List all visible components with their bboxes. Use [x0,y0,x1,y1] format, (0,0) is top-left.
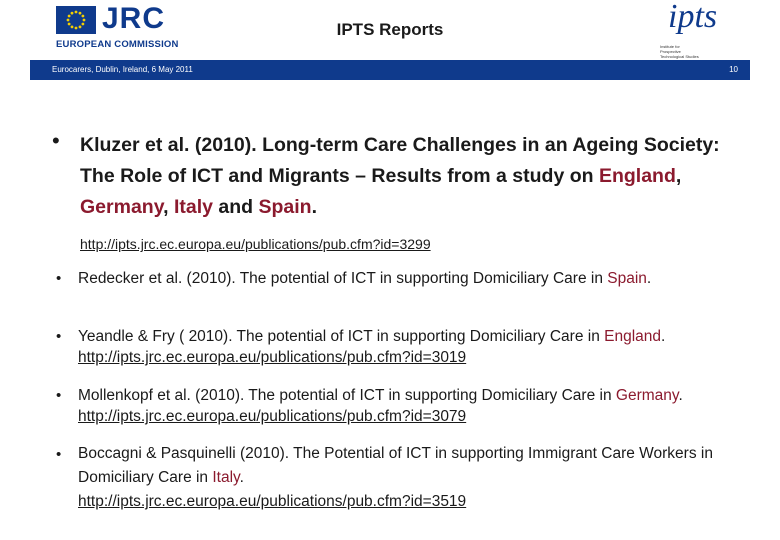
punctuation: . [239,469,244,486]
bullet-icon: • [56,270,62,287]
main-reference-text [80,130,740,223]
country-name: Germany [615,387,679,404]
period: . [311,196,318,218]
punctuation: . [678,387,683,404]
citation: Redecker et al. (2010). The potential of ICT in supporting Domiciliary Care in [78,270,608,287]
country-name: Italy [212,469,240,486]
reference-link[interactable]: http://ipts.jrc.ec.europa.eu/publications/pub.cfm?id=3019 [78,349,467,366]
main-reference-link[interactable]: http://ipts.jrc.ec.europa.eu/publications/pub.cfm?id=3299 [80,236,431,252]
sub-reference-text [78,442,738,514]
bullet-icon: • [56,446,62,463]
country-italy: Italy [173,196,213,218]
reference-link[interactable]: http://ipts.jrc.ec.europa.eu/publications/pub.cfm?id=3519 [78,493,467,510]
main-reference-citation: Kluzer et al. (2010). Long-term Care Challenges in an Ageing Society: The Role of ICT and Migrants – Results from a study on [80,134,720,187]
separator: , [163,196,174,218]
country-name: England [604,328,662,345]
separator: and [212,196,259,218]
page-number: 10 [729,65,738,74]
sub-reference-text [78,385,738,427]
ipts-logo-word: ipts [668,0,718,35]
citation: Yeandle & Fry ( 2010). The potential of ICT in supporting Domiciliary Care in [78,328,605,345]
page-title: IPTS Reports [336,20,444,39]
ipts-logo-caption: Institute for Prospective Technological Studies [660,44,699,59]
country-spain: Spain [258,196,312,218]
sub-reference-text [78,326,738,368]
citation: Mollenkopf et al. (2010). The potential of ICT in supporting Domiciliary Care in [78,387,616,404]
country-england: England [598,165,676,187]
ipts-logo [660,2,732,60]
slide-header [0,0,780,80]
citation: Boccagni & Pasquinelli (2010). The Potential of ICT in supporting Immigrant Care Workers in Domiciliary Care in [78,445,713,486]
bullet-icon: • [52,128,60,153]
punctuation: . [661,328,666,345]
separator: , [675,165,682,187]
country-name: Spain [607,270,647,287]
header-bar [30,60,750,80]
jrc-brand: JRC [102,2,166,35]
bullet-icon: • [56,328,62,345]
bullet-icon: • [56,387,62,404]
punctuation: . [646,270,652,287]
sub-reference-text [78,268,738,289]
event-label: Eurocarers, Dublin, Ireland, 6 May 2011 [52,65,193,74]
country-germany: Germany [80,196,164,218]
reference-link[interactable]: http://ipts.jrc.ec.europa.eu/publications/pub.cfm?id=3079 [78,408,467,425]
european-commission-label: EUROPEAN COMMISSION [56,39,179,50]
